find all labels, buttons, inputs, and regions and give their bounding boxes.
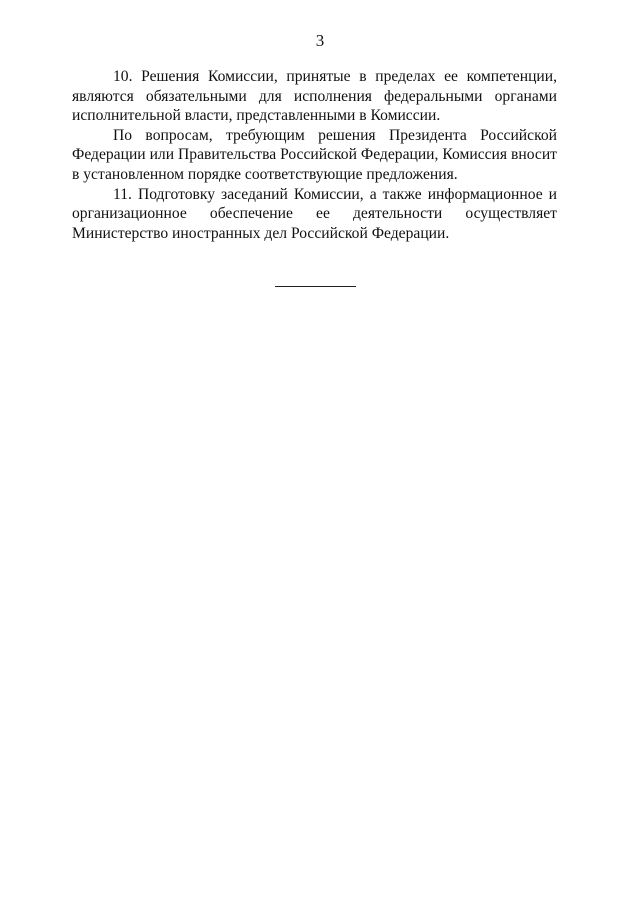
paragraph-item-11: 11. Подготовку заседаний Комиссии, а также информационное и организационное обеспечение ее деятельности осуществляет Министерство иностранных дел Российской Федерации. <box>72 185 557 242</box>
paragraph-item-10-continuation: По вопросам, требующим решения Президента Российской Федерации или Правительства Российской Федерации, Комиссия вносит в установленном порядке соответствующие предложения. <box>72 126 557 183</box>
end-of-text-rule <box>275 286 356 287</box>
page-number: 3 <box>315 31 325 50</box>
paragraph-item-10: 10. Решения Комиссии, принятые в пределах ее компетенции, являются обязательными для исполнения федеральными органами исполнительной власти, представленными в Комиссии. <box>72 68 557 125</box>
document-body <box>72 67 557 243</box>
